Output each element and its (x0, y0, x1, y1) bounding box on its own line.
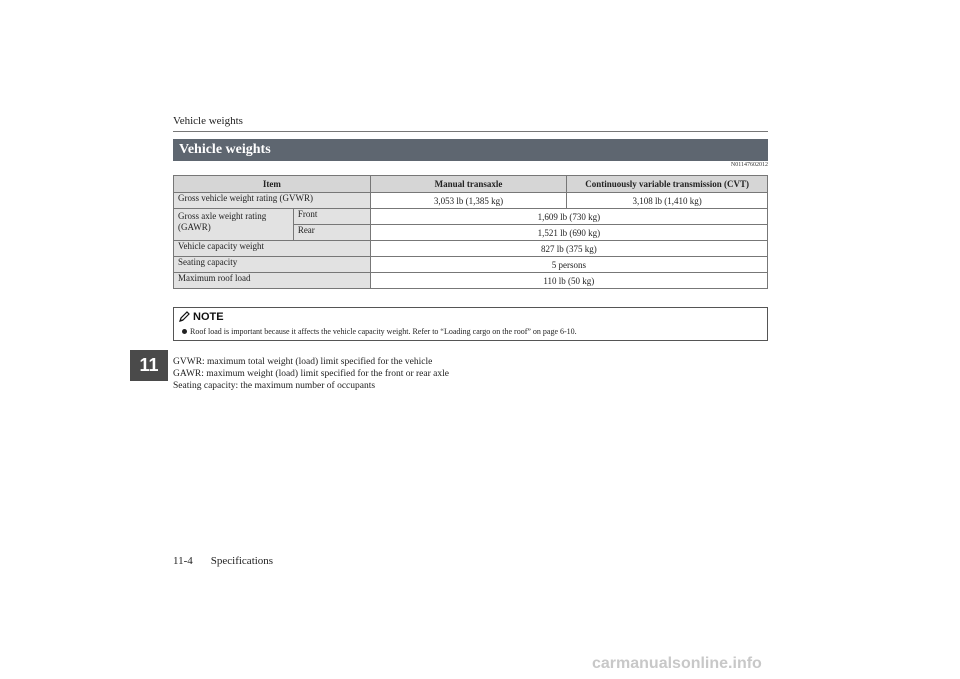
seating-value: 5 persons (370, 257, 767, 273)
table-row (174, 257, 768, 273)
table-row (174, 273, 768, 289)
bullet-icon (182, 329, 187, 334)
note-text: Roof load is important because it affects the vehicle capacity weight. Refer to “Loading cargo on the roof” on page 6-10. (190, 327, 577, 336)
table-header-row (174, 176, 768, 193)
list-item (182, 327, 577, 336)
definition-gawr: GAWR: maximum weight (load) limit specified for the front or rear axle (173, 369, 449, 379)
running-header: Vehicle weights (173, 115, 243, 127)
table-row (174, 209, 768, 225)
gvwr-label: Gross vehicle weight rating (GVWR) (174, 193, 371, 209)
definitions (173, 356, 449, 392)
header-rule (173, 131, 768, 132)
gvwr-cvt-value: 3,108 lb (1,410 kg) (567, 193, 768, 209)
header-item: Item (174, 176, 371, 193)
note-box (173, 307, 768, 341)
page-number: 11-4 (173, 555, 193, 567)
seating-label: Seating capacity (174, 257, 371, 273)
header-manual: Manual transaxle (370, 176, 567, 193)
definition-gvwr: GVWR: maximum total weight (load) limit specified for the vehicle (173, 357, 433, 367)
gvwr-manual-value: 3,053 lb (1,385 kg) (370, 193, 567, 209)
chapter-tab: 11 (130, 350, 168, 381)
gawr-label: Gross axle weight rating (GAWR) (174, 209, 294, 241)
note-title: NOTE (193, 310, 224, 323)
definition-seating: Seating capacity: the maximum number of occupants (173, 381, 376, 391)
footer-section: Specifications (210, 555, 274, 567)
roof-value: 110 lb (50 kg) (370, 273, 767, 289)
roof-label: Maximum roof load (174, 273, 371, 289)
header-cvt: Continuously variable transmission (CVT) (567, 176, 768, 193)
document-code: N01147602012 (730, 162, 768, 168)
table-row (174, 193, 768, 209)
gawr-rear-value: 1,521 lb (690 kg) (370, 225, 767, 241)
pencil-icon (178, 310, 191, 323)
gawr-front-value: 1,609 lb (730 kg) (370, 209, 767, 225)
watermark: carmanualsonline.info (592, 655, 762, 672)
capacity-value: 827 lb (375 kg) (370, 241, 767, 257)
capacity-label: Vehicle capacity weight (174, 241, 371, 257)
note-heading (178, 310, 224, 323)
vehicle-weights-table (173, 175, 768, 289)
gawr-rear-label: Rear (293, 225, 370, 241)
gawr-front-label: Front (293, 209, 370, 225)
table-row (174, 241, 768, 257)
section-title: Vehicle weights (173, 139, 768, 161)
page-footer (173, 555, 273, 567)
